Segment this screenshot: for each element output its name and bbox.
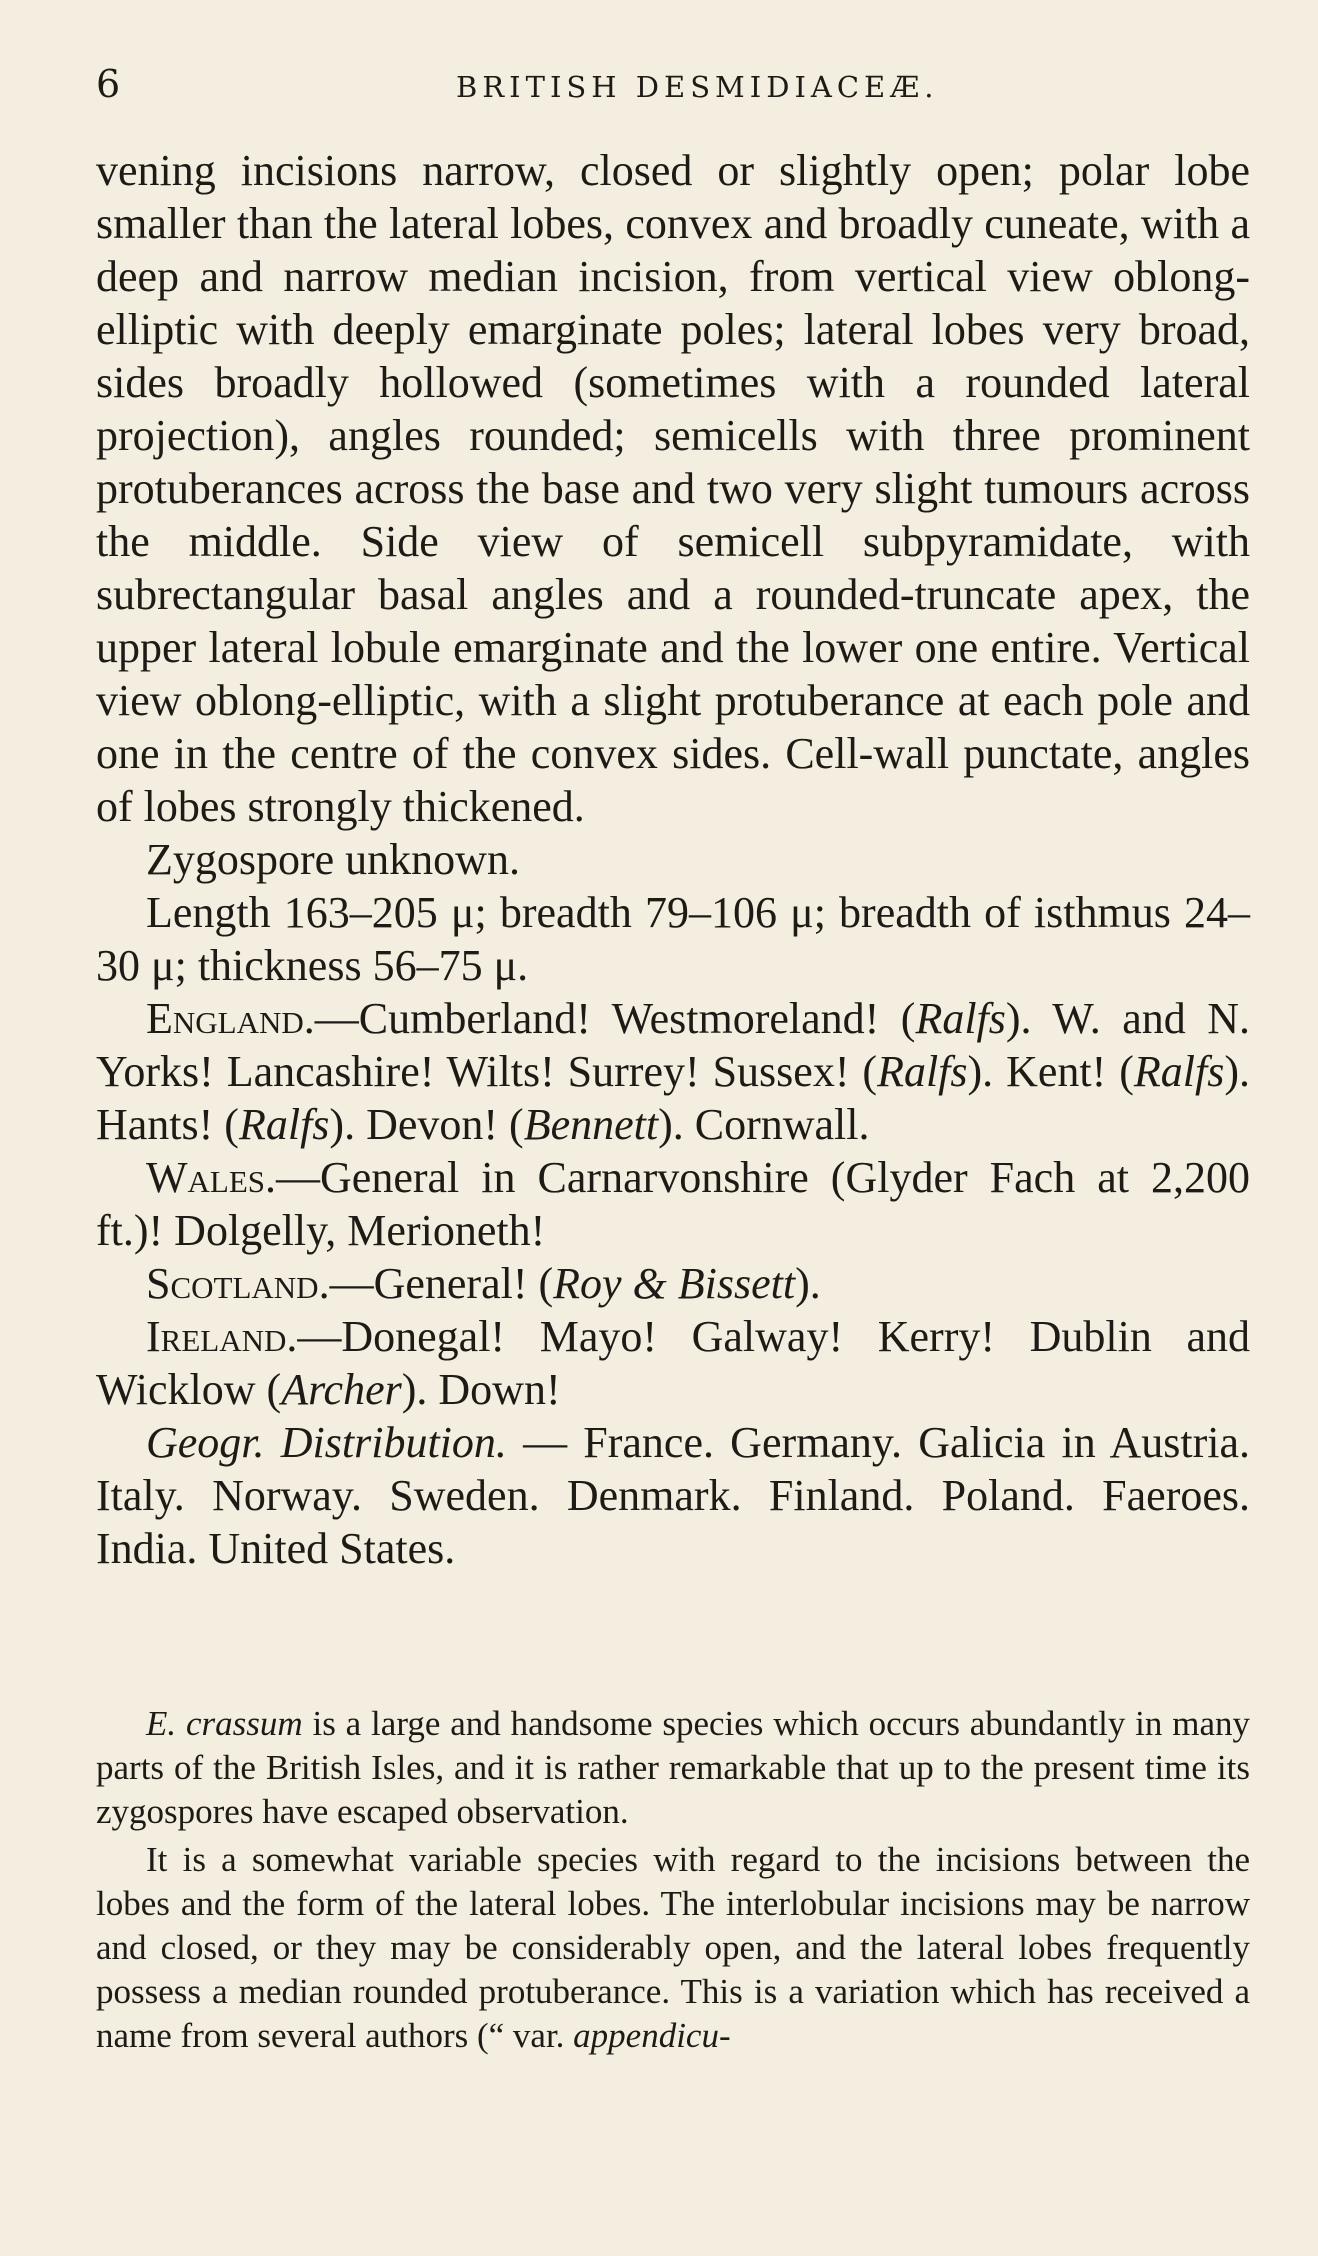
main-text xyxy=(96,144,1250,1575)
page-number: 6 xyxy=(96,62,121,106)
page-header xyxy=(96,62,1250,132)
distribution-paragraph: Geogr. Distribution. — France. Germany. Galicia in Austria. Italy. Norway. Sweden. Denmark. Finland. Poland. Faeroes. India. United States. xyxy=(96,1418,1250,1573)
region-label-ireland: Ireland. xyxy=(146,1312,298,1361)
running-title: BRITISH DESMIDIACEÆ. xyxy=(456,70,939,104)
species-name: E. crassum xyxy=(146,1704,303,1743)
region-label-england: England. xyxy=(146,994,315,1043)
note-paragraph-1: E. crassum is a large and handsome species which occurs abundantly in many parts of the British Isles, and it is rather remarkable that up to the present time its zygospores have escaped observation. xyxy=(96,1704,1250,1831)
commentary-note xyxy=(96,1702,1250,2062)
note-paragraph-2: It is a somewhat variable species with regard to the incisions between the lobes and the form of the lateral lobes. The interlobular incisions may be narrow and closed, or they may be considerably open, and the lateral lobes frequently possess a median rounded protuberance. This is a variation which has received a name from several authors (“ var. appendicu- xyxy=(96,1840,1250,2055)
ireland-paragraph: Ireland.—Donegal! Mayo! Galway! Kerry! Dublin and Wicklow (Archer). Down! xyxy=(96,1312,1250,1414)
dimensions-paragraph: Length 163–205 μ; breadth 79–106 μ; breadth of isthmus 24–30 μ; thickness 56–75 μ. xyxy=(96,888,1250,990)
wales-paragraph: Wales.—General in Carnarvonshire (Glyder Fach at 2,200 ft.)! Dolgelly, Merioneth! xyxy=(96,1153,1250,1255)
species-description: vening incisions narrow, closed or slightly open; polar lobe smaller than the lateral lobes, convex and broadly cuneate, with a deep and narrow median incision, from vertical view oblong-elliptic with deeply emarginate poles; lateral lobes very broad, sides broadly hollowed (sometimes with a rounded lateral projection), angles rounded; semicells with three prominent protuberances across the base and two very slight tumours across the middle. Side view of semicell subpyramidate, with subrectangular basal angles and a rounded-truncate apex, the upper lateral lobule emarginate and the lower one entire. Vertical view oblong-elliptic, with a slight protuberance at each pole and one in the centre of the convex sides. Cell-wall punctate, angles of lobes strongly thickened. xyxy=(96,146,1250,831)
england-paragraph: England.—Cumberland! Westmoreland! (Ralfs). W. and N. Yorks! Lancashire! Wilts! Surrey! Sussex! (Ralfs). Kent! (Ralfs). Hants! (Ralfs). Devon! (Bennett). Cornwall. xyxy=(96,994,1250,1149)
zygospore-paragraph: Zygospore unknown. xyxy=(146,835,520,884)
distribution-label: Geogr. Distribution. xyxy=(146,1418,507,1467)
region-label-scotland: Scotland. xyxy=(146,1259,330,1308)
scotland-paragraph: Scotland.—General! (Roy & Bissett). xyxy=(146,1259,821,1308)
region-label-wales: Wales. xyxy=(146,1153,277,1202)
